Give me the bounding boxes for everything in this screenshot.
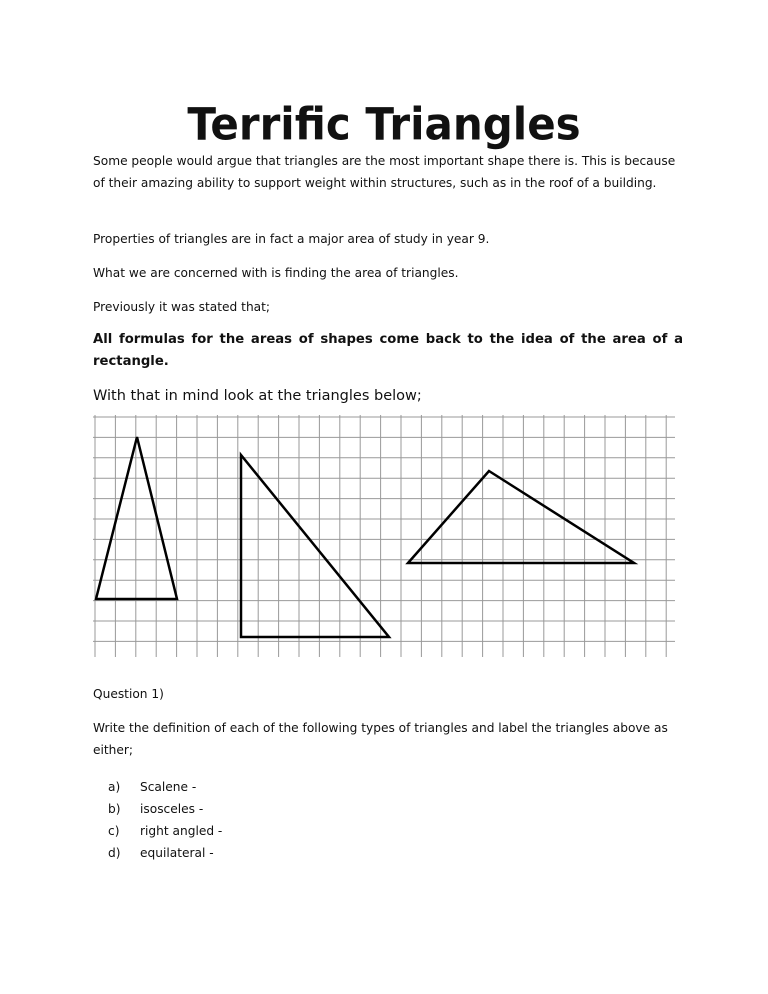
- lead-in-text: With that in mind look at the triangles below;: [93, 388, 422, 404]
- paragraph-area: What we are concerned with is finding the area of triangles.: [93, 266, 459, 280]
- right-angled-triangle: [241, 455, 389, 637]
- list-item: [108, 842, 214, 864]
- item-letter: d): [108, 846, 121, 860]
- isosceles-triangle: [96, 437, 177, 599]
- page-title: Terrific Triangles: [187, 98, 581, 151]
- item-letter: c): [108, 824, 120, 838]
- triangle-grid-figure: [93, 415, 675, 657]
- item-text: equilateral -: [140, 846, 214, 860]
- paragraph-year9: Properties of triangles are in fact a major area of study in year 9.: [93, 232, 490, 246]
- list-item: [108, 798, 203, 820]
- intro-paragraph: Some people would argue that triangles are the most important shape there is. This is because of their amazing ability to support weight within structures, such as in the roof of a building.: [93, 154, 676, 190]
- item-text: Scalene -: [140, 780, 197, 794]
- list-item: [108, 820, 222, 842]
- paragraph-previously: Previously it was stated that;: [93, 300, 271, 314]
- question-prompt: Write the definition of each of the following types of triangles and label the triangles above as either;: [93, 721, 668, 757]
- question-heading: Question 1): [93, 687, 164, 701]
- item-text: right angled -: [140, 824, 223, 838]
- item-letter: a): [108, 780, 121, 794]
- grid-lines: [93, 415, 675, 657]
- list-item: [108, 776, 196, 798]
- item-text: isosceles -: [140, 802, 204, 816]
- emphasis-statement: All formulas for the areas of shapes come back to the idea of the area of a rectangle.: [93, 332, 683, 369]
- item-letter: b): [108, 802, 121, 816]
